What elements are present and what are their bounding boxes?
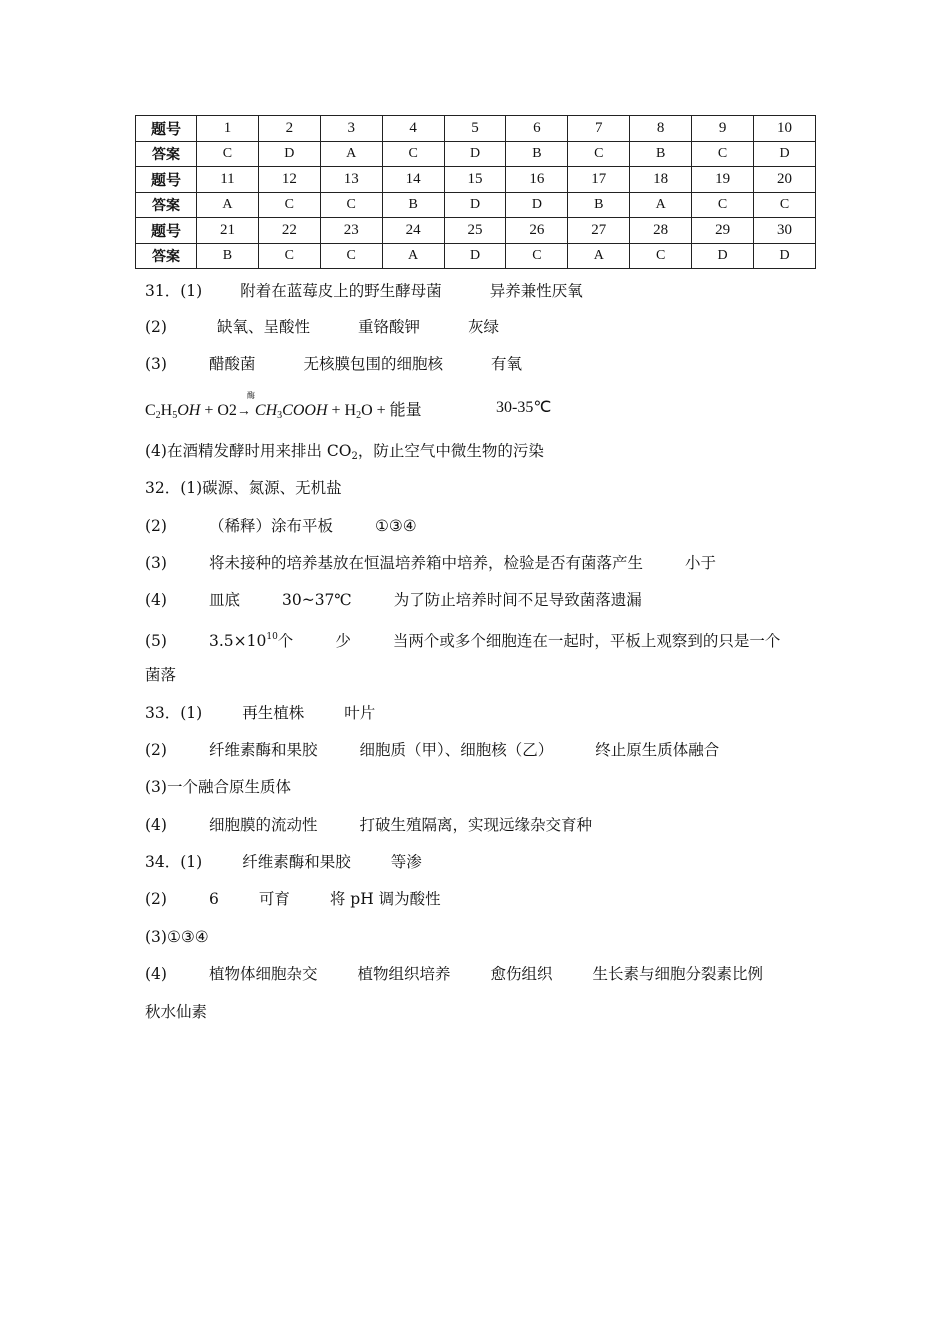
question-number-cell: 7 [568, 116, 630, 142]
question-number-cell: 13 [320, 167, 382, 193]
question-number-cell: 20 [754, 167, 816, 193]
question-number-cell: 24 [382, 218, 444, 244]
answer-cell: B [197, 243, 259, 269]
question-number-cell: 4 [382, 116, 444, 142]
q32-p5-answer-a: 3.5×10 [208, 632, 267, 650]
question-number-cell: 16 [506, 167, 568, 193]
q32-p5-answer-c: 当两个或多个细胞连在一起时，平板上观察到的只是一个 [392, 632, 781, 650]
question-number-cell: 15 [444, 167, 506, 193]
answer-row-header: 答案 [136, 141, 197, 167]
q32-p5-exponent: 10 [266, 632, 278, 642]
answer-row [136, 192, 816, 218]
answer-cell: D [506, 192, 568, 218]
question-number-cell: 8 [630, 116, 692, 142]
q34-p4-answer-a: 植物体细胞杂交 [208, 965, 318, 983]
q31-part1 [145, 281, 583, 301]
q34-p4-answer-d: 生长素与细胞分裂素比例 [592, 965, 764, 983]
question-number-cell: 23 [320, 218, 382, 244]
q33-p2-label: (2) [145, 741, 167, 759]
question-number-cell: 30 [754, 218, 816, 244]
q31-p1-answer-a: 附着在蓝莓皮上的野生酵母菌 [240, 282, 442, 300]
question-number-row [136, 218, 816, 244]
q32-part3 [145, 553, 716, 573]
question-number-cell: 2 [258, 116, 320, 142]
q33-part4 [145, 815, 592, 835]
question-number-row-header: 题号 [136, 116, 197, 142]
q31-part4 [145, 441, 544, 467]
enzyme-label: 酶 [247, 391, 255, 400]
q34-part4-cont [145, 1002, 207, 1022]
q32-part5-cont [145, 665, 176, 685]
question-number-cell: 27 [568, 218, 630, 244]
q31-p2-answer-c: 灰绿 [468, 318, 500, 336]
q31-p3-answer-b: 无核膜包围的细胞核 [303, 355, 443, 373]
q31-p2-answer-b: 重铬酸钾 [357, 318, 420, 336]
answer-cell: B [568, 192, 630, 218]
q33-p4-label: (4) [145, 816, 167, 834]
answer-cell: A [320, 141, 382, 167]
q34-part4 [145, 964, 763, 984]
question-number-cell: 5 [444, 116, 506, 142]
q31-p2-label: (2) [145, 318, 167, 336]
question-number-cell: 29 [692, 218, 754, 244]
q34-part1 [145, 852, 422, 872]
q31-number: 31．(1) [145, 282, 203, 300]
q34-p2-label: (2) [145, 890, 167, 908]
q34-p2-answer-b: 可育 [258, 890, 290, 908]
q32-p4-label: (4) [145, 591, 167, 609]
q34-p4-continuation: 秋水仙素 [145, 1003, 208, 1021]
answer-cell: C [630, 243, 692, 269]
q34-p4-answer-b: 植物组织培养 [357, 965, 451, 983]
q33-p2-answer-c: 终止原生质体融合 [595, 741, 720, 759]
q33-p2-answer-b: 细胞质（甲）、细胞核（乙） [359, 741, 554, 759]
question-number-cell: 25 [444, 218, 506, 244]
question-number-cell: 12 [258, 167, 320, 193]
q33-p2-answer-a: 纤维素酶和果胶 [208, 741, 318, 759]
answer-cell: C [506, 243, 568, 269]
answer-row-header: 答案 [136, 243, 197, 269]
q32-p2-label: (2) [145, 517, 167, 535]
q33-part1 [145, 703, 375, 723]
q32-p5-unit: 个 [277, 632, 294, 650]
answer-cell: D [692, 243, 754, 269]
q32-p3-answer-a: 将未接种的培养基放在恒温培养箱中培养，检验是否有菌落产生 [208, 554, 643, 572]
q34-p4-label: (4) [145, 965, 167, 983]
q31-p3-answer-c: 有氧 [491, 355, 523, 373]
q32-p4-answer-a: 皿底 [208, 591, 240, 609]
question-number-cell: 18 [630, 167, 692, 193]
q31-p1-answer-b: 异养兼性厌氧 [489, 282, 583, 300]
question-number-cell: 21 [197, 218, 259, 244]
answer-cell: C [320, 243, 382, 269]
answer-cell: C [320, 192, 382, 218]
q31-p4-sub: 2 [351, 451, 358, 462]
answer-cell: C [754, 192, 816, 218]
q34-p3-text: (3)①③④ [145, 928, 209, 946]
q32-p2-answer-a: （稀释）涂布平板 [208, 517, 333, 535]
q33-p4-answer-a: 细胞膜的流动性 [208, 816, 318, 834]
question-number-row [136, 167, 816, 193]
question-number-row-header: 题号 [136, 218, 197, 244]
fermentation-equation: $C_2H_5OH + O2\to$ $CH_3COOH + H_2O$ + 能量 [145, 402, 422, 421]
question-number-cell: 1 [197, 116, 259, 142]
question-number-row [136, 116, 816, 142]
q33-p3-text: (3)一个融合原生质体 [145, 778, 291, 796]
q33-p1-answer-b: 叶片 [344, 704, 376, 722]
answer-cell: B [506, 141, 568, 167]
q34-p1-answer-b: 等渗 [390, 853, 422, 871]
answer-cell: C [258, 192, 320, 218]
answer-cell: C [568, 141, 630, 167]
question-number-cell: 22 [258, 218, 320, 244]
q31-p4-text: (4)在酒精发酵时用来排出 CO [145, 442, 352, 460]
question-number-cell: 6 [506, 116, 568, 142]
q34-p1-answer-a: 纤维素酶和果胶 [242, 853, 351, 871]
answer-cell: D [444, 192, 506, 218]
q31-p3-answer-a: 醋酸菌 [208, 355, 256, 373]
answer-cell: B [630, 141, 692, 167]
q31-part2 [145, 317, 499, 337]
q34-part2 [145, 889, 441, 909]
question-number-row-header: 题号 [136, 167, 197, 193]
q32-part4 [145, 590, 642, 610]
q34-p4-answer-c: 愈伤组织 [490, 965, 553, 983]
q32-p4-answer-b: 30~37℃ [281, 591, 352, 609]
question-number-cell: 9 [692, 116, 754, 142]
q34-p2-answer-c: 将 pH 调为酸性 [329, 890, 441, 908]
q32-part5 [145, 627, 780, 651]
q32-part2 [145, 516, 417, 536]
answer-cell: A [630, 192, 692, 218]
q32-p3-answer-b: 小于 [684, 554, 716, 572]
q32-p2-answer-b: ①③④ [374, 517, 417, 535]
answer-row [136, 141, 816, 167]
q33-number: 33．(1) [145, 704, 203, 722]
q33-part3 [145, 777, 291, 797]
q32-p5-answer-b: 少 [335, 632, 351, 650]
answer-cell: A [568, 243, 630, 269]
answer-cell: D [444, 141, 506, 167]
q34-p2-answer-a: 6 [208, 890, 219, 908]
question-number-cell: 17 [568, 167, 630, 193]
question-number-cell: 19 [692, 167, 754, 193]
q33-p4-answer-b: 打破生殖隔离，实现远缘杂交育种 [359, 816, 592, 834]
answer-table [135, 115, 816, 269]
answer-cell: A [382, 243, 444, 269]
q31-part3 [145, 354, 522, 374]
q33-part2 [145, 740, 719, 760]
answer-cell: D [258, 141, 320, 167]
question-number-cell: 28 [630, 218, 692, 244]
answer-cell: C [692, 141, 754, 167]
q32-p3-label: (3) [145, 554, 167, 572]
q31-p4-rest: ，防止空气中微生物的污染 [357, 442, 544, 460]
answer-row [136, 243, 816, 269]
answer-cell: D [444, 243, 506, 269]
q32-p5-continuation: 菌落 [145, 666, 177, 684]
answer-cell: D [754, 141, 816, 167]
question-number-cell: 14 [382, 167, 444, 193]
answer-cell: C [197, 141, 259, 167]
q33-p1-answer-a: 再生植株 [242, 704, 305, 722]
q32-p4-answer-c: 为了防止培养时间不足导致菌落遗漏 [393, 591, 642, 609]
answer-cell: C [258, 243, 320, 269]
question-number-cell: 3 [320, 116, 382, 142]
q31-p2-answer-a: 缺氧、呈酸性 [216, 318, 310, 336]
q34-number: 34．(1) [145, 853, 203, 871]
answer-cell: B [382, 192, 444, 218]
q32-p5-label: (5) [145, 632, 167, 650]
answer-cell: C [692, 192, 754, 218]
answer-row-header: 答案 [136, 192, 197, 218]
question-number-cell: 11 [197, 167, 259, 193]
answer-cell: D [754, 243, 816, 269]
q32-p1-text: 32．(1)碳源、氮源、无机盐 [145, 479, 342, 497]
q32-part1 [145, 478, 342, 498]
question-number-cell: 26 [506, 218, 568, 244]
answer-cell: C [382, 141, 444, 167]
q31-p3-label: (3) [145, 355, 167, 373]
q34-part3 [145, 927, 209, 947]
q31-temperature: 30-35℃ [496, 399, 552, 416]
question-number-cell: 10 [754, 116, 816, 142]
answer-cell: A [197, 192, 259, 218]
